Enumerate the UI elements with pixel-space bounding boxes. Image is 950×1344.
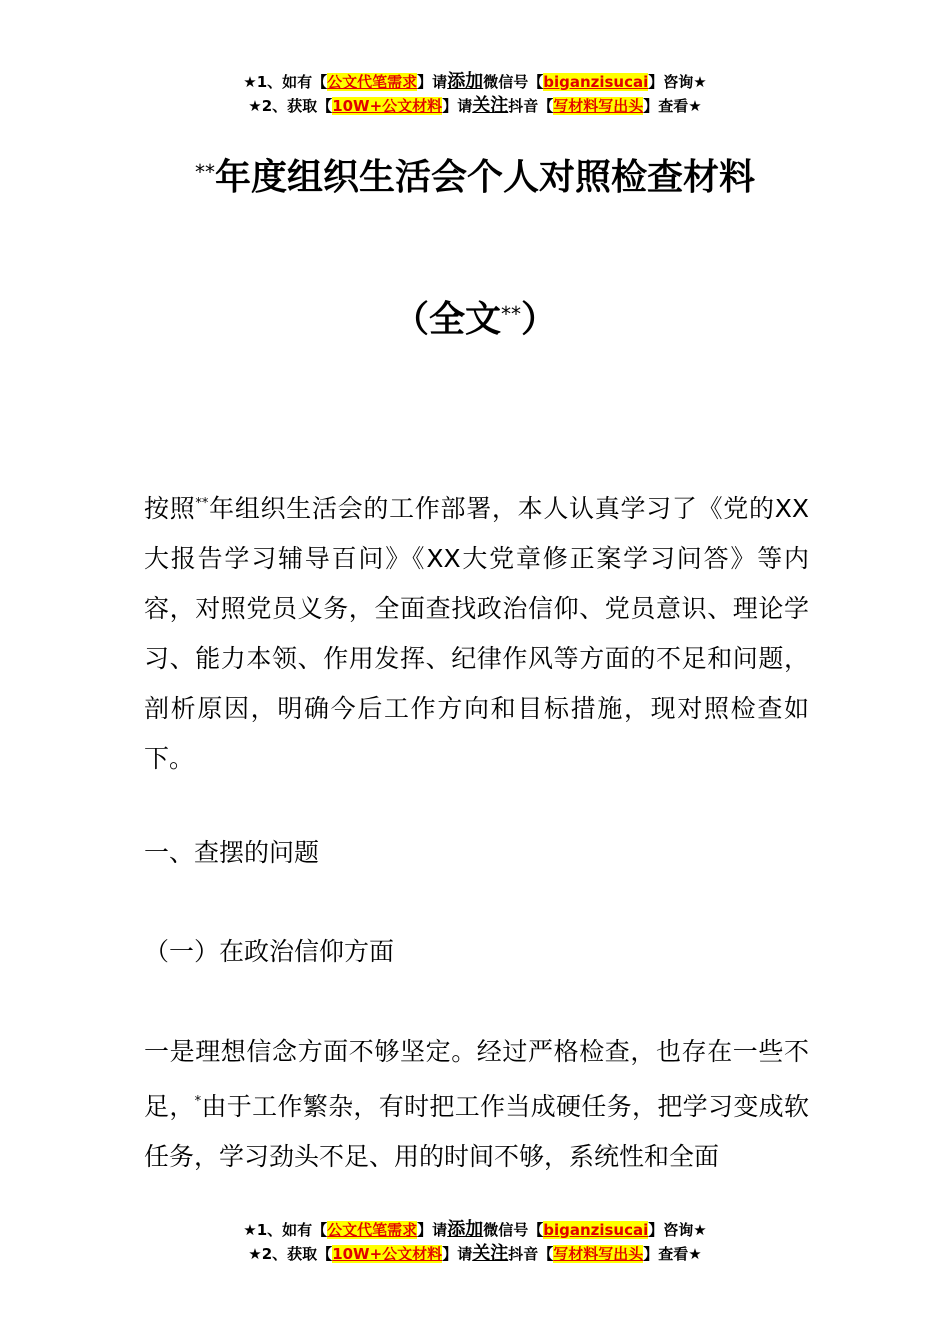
banner-line-1: [0, 1218, 950, 1242]
intro-text: 按照: [144, 494, 196, 523]
point-paragraph: [144, 1027, 809, 1182]
banner-highlight: 10W+公文材料: [332, 1245, 443, 1263]
subtitle-close: ）: [521, 299, 558, 340]
subtitle-stars: **: [501, 302, 521, 326]
banner-line-1: [0, 70, 950, 94]
intro-stars: **: [195, 496, 209, 511]
banner-highlight: 写材料写出头: [553, 1245, 644, 1263]
section-heading-text: 一、查摆的问题: [144, 838, 320, 867]
subsection-heading-text: （一）在政治信仰方面: [144, 937, 395, 966]
intro-text: 年组织生活会的工作部署，本人认真学习了《党的XX大报告学习辅导百问》《XX大党章修正案学习问答》等内容，对照党员义务，全面查找政治信仰、党员意识、理论学习、能力本领、作用发挥、纪律作风等方面的不足和问题，剖析原因，明确今后工作方向和目标措施，现对照检查如下。: [144, 494, 809, 773]
banner-text: ★1、如有【: [243, 73, 328, 91]
banner-highlight: biganzisucai: [543, 1221, 649, 1239]
subsection-heading: [144, 927, 809, 977]
banner-emphasis: 关注: [472, 95, 509, 116]
intro-paragraph: [144, 479, 809, 784]
banner-text: 】咨询★: [648, 1221, 707, 1239]
banner-line-2: [0, 1242, 950, 1266]
banner-text: 】咨询★: [648, 73, 707, 91]
banner-line-2: [0, 94, 950, 118]
banner-text: 】请: [417, 73, 448, 91]
point-star: *: [194, 1094, 202, 1109]
banner-text: ★2、获取【: [248, 1245, 333, 1263]
point-text: 由于工作繁杂，有时把工作当成硬任务，把学习变成软任务，学习劲头不足、用的时间不够，系统性和全面: [144, 1092, 809, 1171]
banner-emphasis: 添加: [447, 71, 484, 92]
banner-emphasis: 添加: [447, 1219, 484, 1240]
banner-text: 微信号【: [483, 73, 544, 91]
banner-text: 】查看★: [643, 97, 702, 115]
banner-text: ★2、获取【: [248, 97, 333, 115]
banner-highlight: 公文代笔需求: [327, 73, 418, 91]
subtitle-open: （全文: [392, 299, 501, 340]
title-main: 年度组织生活会个人对照检查材料: [214, 157, 755, 198]
banner-emphasis: 关注: [472, 1243, 509, 1264]
banner-text: 微信号【: [483, 1221, 544, 1239]
page-title: [0, 150, 950, 200]
banner-text: ★1、如有【: [243, 1221, 328, 1239]
top-banner: [0, 70, 950, 118]
title-stars: **: [194, 160, 215, 184]
bottom-banner: [0, 1218, 950, 1266]
banner-highlight: 10W+公文材料: [332, 97, 443, 115]
banner-text: 】请: [442, 97, 473, 115]
page-subtitle: [0, 292, 950, 342]
banner-text: 】查看★: [643, 1245, 702, 1263]
banner-text: 】请: [442, 1245, 473, 1263]
banner-text: 抖音【: [508, 97, 554, 115]
section-heading: [144, 828, 809, 878]
banner-highlight: biganzisucai: [543, 73, 649, 91]
banner-text: 】请: [417, 1221, 448, 1239]
point-text: 一是理想信念方面不够坚定。经过严格检查，也存在一些不足，: [144, 1037, 809, 1121]
banner-text: 抖音【: [508, 1245, 554, 1263]
banner-highlight: 公文代笔需求: [327, 1221, 418, 1239]
banner-highlight: 写材料写出头: [553, 97, 644, 115]
